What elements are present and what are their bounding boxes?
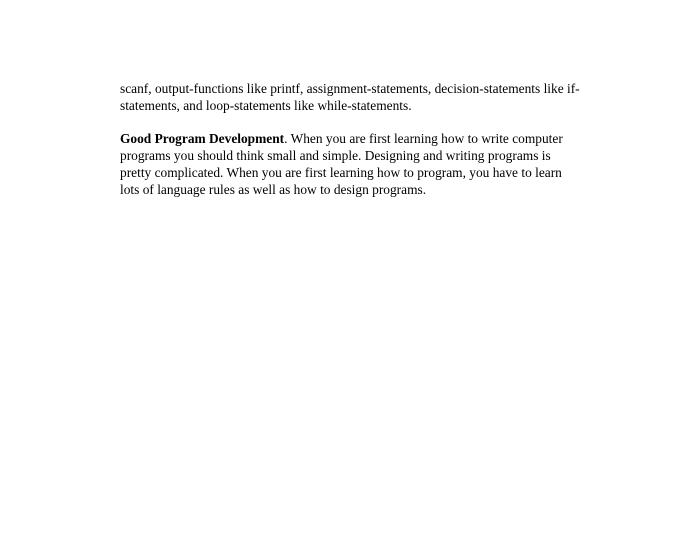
text-line: statements, and loop-statements like while-statements.: [120, 97, 412, 113]
text-line: lots of language rules as well as how to design programs.: [120, 181, 427, 197]
text-line: [120, 131, 600, 148]
paragraph-continuation: [120, 81, 600, 115]
text-line: pretty complicated. When you are first learning how to program, you have to learn: [120, 164, 562, 180]
paragraph-spacer: [120, 115, 600, 132]
text-line: programs you should think small and simple. Designing and writing programs is: [120, 148, 551, 164]
document-body: [120, 81, 600, 199]
paragraph-good-program-development: [120, 131, 600, 198]
text-run: . When you are first learning how to write computer: [284, 131, 563, 147]
text-line: scanf, output-functions like printf, assignment-statements, decision-statements like if-: [120, 81, 580, 96]
section-heading: Good Program Development: [120, 131, 285, 147]
